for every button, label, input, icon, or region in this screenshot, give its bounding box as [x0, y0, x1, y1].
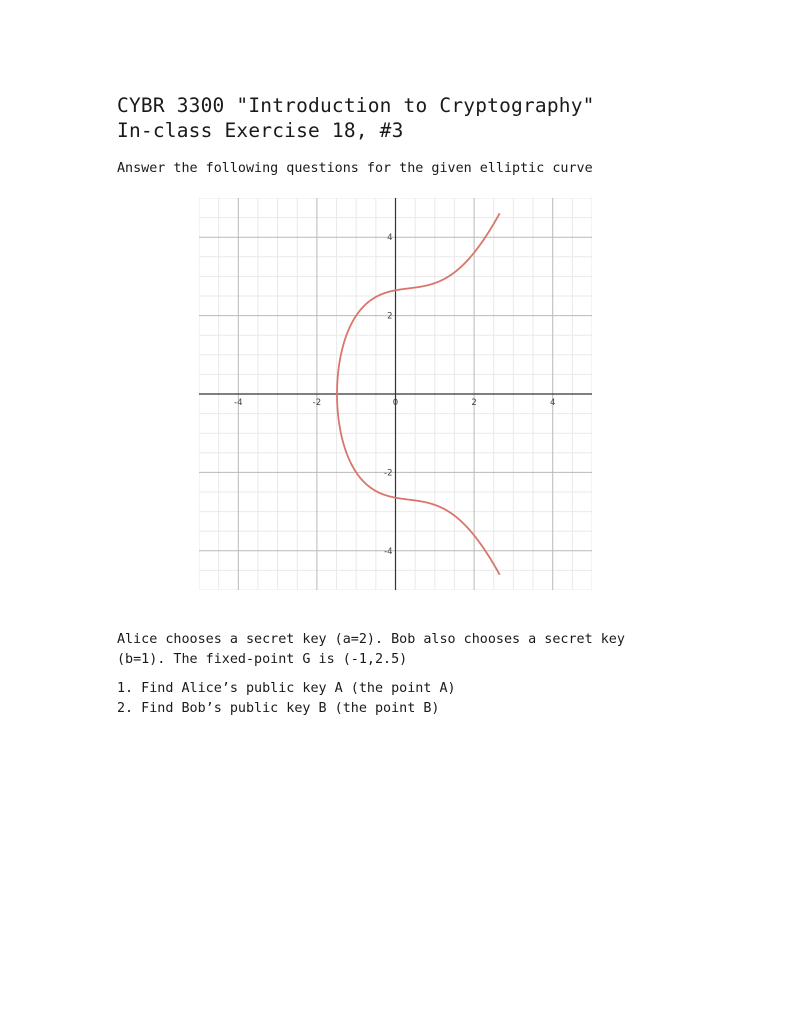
x-tick-label: -4 — [234, 398, 243, 408]
title-line-2: In-class Exercise 18, #3 — [117, 119, 404, 142]
page-title — [117, 93, 595, 143]
question-1: 1. Find Alice’s public key A (the point A) — [117, 681, 456, 696]
x-tick-label: 2 — [471, 398, 477, 408]
problem-statement — [117, 630, 697, 670]
elliptic-curve-graph — [199, 198, 592, 590]
problem-line-1: Alice chooses a secret key (a=2). Bob also chooses a secret key — [117, 632, 625, 647]
question-2: 2. Find Bob’s public key B (the point B) — [117, 701, 440, 716]
graph-svg — [199, 198, 592, 590]
y-tick-label: 4 — [387, 233, 393, 244]
title-line-1: CYBR 3300 "Introduction to Cryptography" — [117, 94, 595, 117]
x-tick-label: 4 — [549, 398, 556, 408]
y-tick-label: -2 — [384, 468, 393, 479]
question-list — [117, 679, 456, 719]
problem-line-2: (b=1). The fixed-point G is (-1,2.5) — [117, 652, 408, 667]
x-tick-label: 0 — [392, 398, 399, 408]
y-tick-label: 2 — [387, 311, 393, 322]
x-tick-label: -2 — [312, 398, 322, 408]
y-tick-label: -4 — [384, 546, 393, 557]
intro-text: Answer the following questions for the given elliptic curve — [117, 161, 593, 176]
